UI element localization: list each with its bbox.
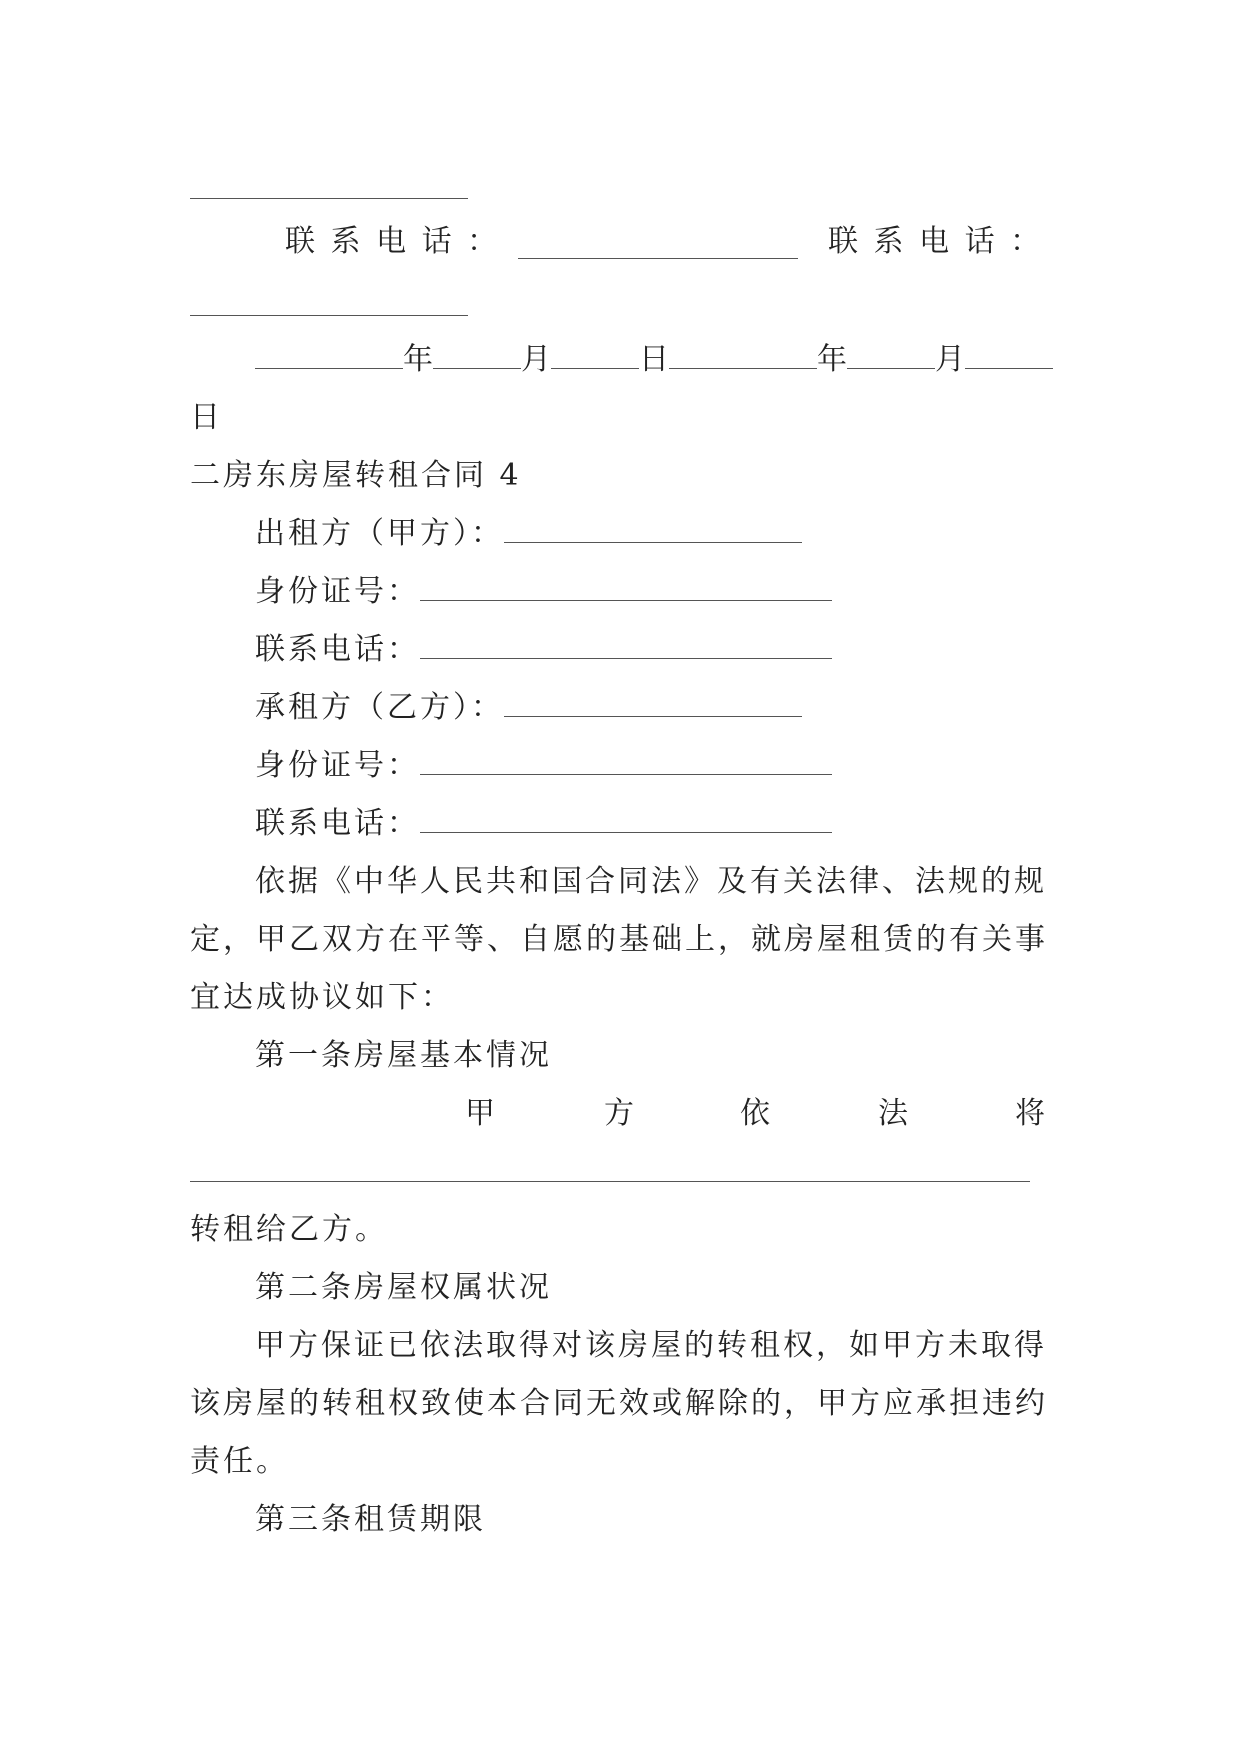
article-2-title: 第二条房屋权属状况 [255,1270,552,1305]
year-label-1: 年 [403,342,433,377]
lessor-label: 出租方（甲方）： [255,516,504,551]
article-3-title: 第三条租赁期限 [255,1502,486,1537]
lessee-blank [504,690,802,717]
article-1-word-2: 方 [604,1096,634,1131]
lessor-id-row [255,572,832,612]
article-2-line-3: 责任。 [190,1444,289,1479]
blank-line-top [190,198,468,199]
month-blank-2 [847,342,935,369]
article-1-word-4: 法 [878,1096,908,1131]
contract-title: 二房东房屋转租合同 4 [190,458,522,493]
date-row [255,340,1053,380]
lessee-phone-label: 联系电话： [255,806,420,841]
lessee-id-blank [420,748,832,775]
article-1-tail: 转租给乙方。 [190,1212,388,1247]
day-label-2: 日 [190,400,223,435]
lessee-phone-blank [420,806,832,833]
year-label-2: 年 [817,342,847,377]
intro-line-3: 宜达成协议如下： [190,980,454,1015]
article-1-blank [190,1181,1030,1182]
contact-phone-label-2: 联 系 电 话 ： [828,224,1044,259]
contact-phone-blank-1 [518,258,798,259]
lessor-id-blank [420,574,832,601]
lessor-id-label: 身份证号： [255,574,420,609]
day-blank-2 [965,342,1053,369]
lessee-phone-row [255,804,832,844]
year-blank-2 [669,342,817,369]
lessee-row [255,688,802,728]
article-1-word-3: 依 [740,1096,770,1131]
article-1-word-1: 甲 [465,1096,495,1131]
article-1-word-5: 将 [1015,1096,1045,1131]
intro-line-1: 依据《中华人民共和国合同法》及有关法律、法规的规 [255,864,1047,899]
month-label-2: 月 [935,342,965,377]
article-2-line-1: 甲方保证已依法取得对该房屋的转租权，如甲方未取得 [255,1328,1047,1363]
intro-line-2: 定，甲乙双方在平等、自愿的基础上，就房屋租赁的有关事 [190,922,1048,957]
day-label-1: 日 [639,342,669,377]
contact-phone-label-1: 联 系 电 话 ： [285,224,501,259]
day-blank-1 [551,342,639,369]
lessee-id-label: 身份证号： [255,748,420,783]
lessor-phone-blank [420,632,832,659]
month-blank-1 [433,342,521,369]
month-label-1: 月 [521,342,551,377]
lessor-blank [504,516,802,543]
contact-phone-blank-2 [190,315,468,316]
article-1-title: 第一条房屋基本情况 [255,1038,552,1073]
article-2-line-2: 该房屋的转租权致使本合同无效或解除的，甲方应承担违约 [190,1386,1048,1421]
year-blank-1 [255,342,403,369]
lessor-phone-row [255,630,832,670]
lessee-label: 承租方（乙方）： [255,690,504,725]
lessor-phone-label: 联系电话： [255,632,420,667]
lessor-row [255,514,802,554]
lessee-id-row [255,746,832,786]
